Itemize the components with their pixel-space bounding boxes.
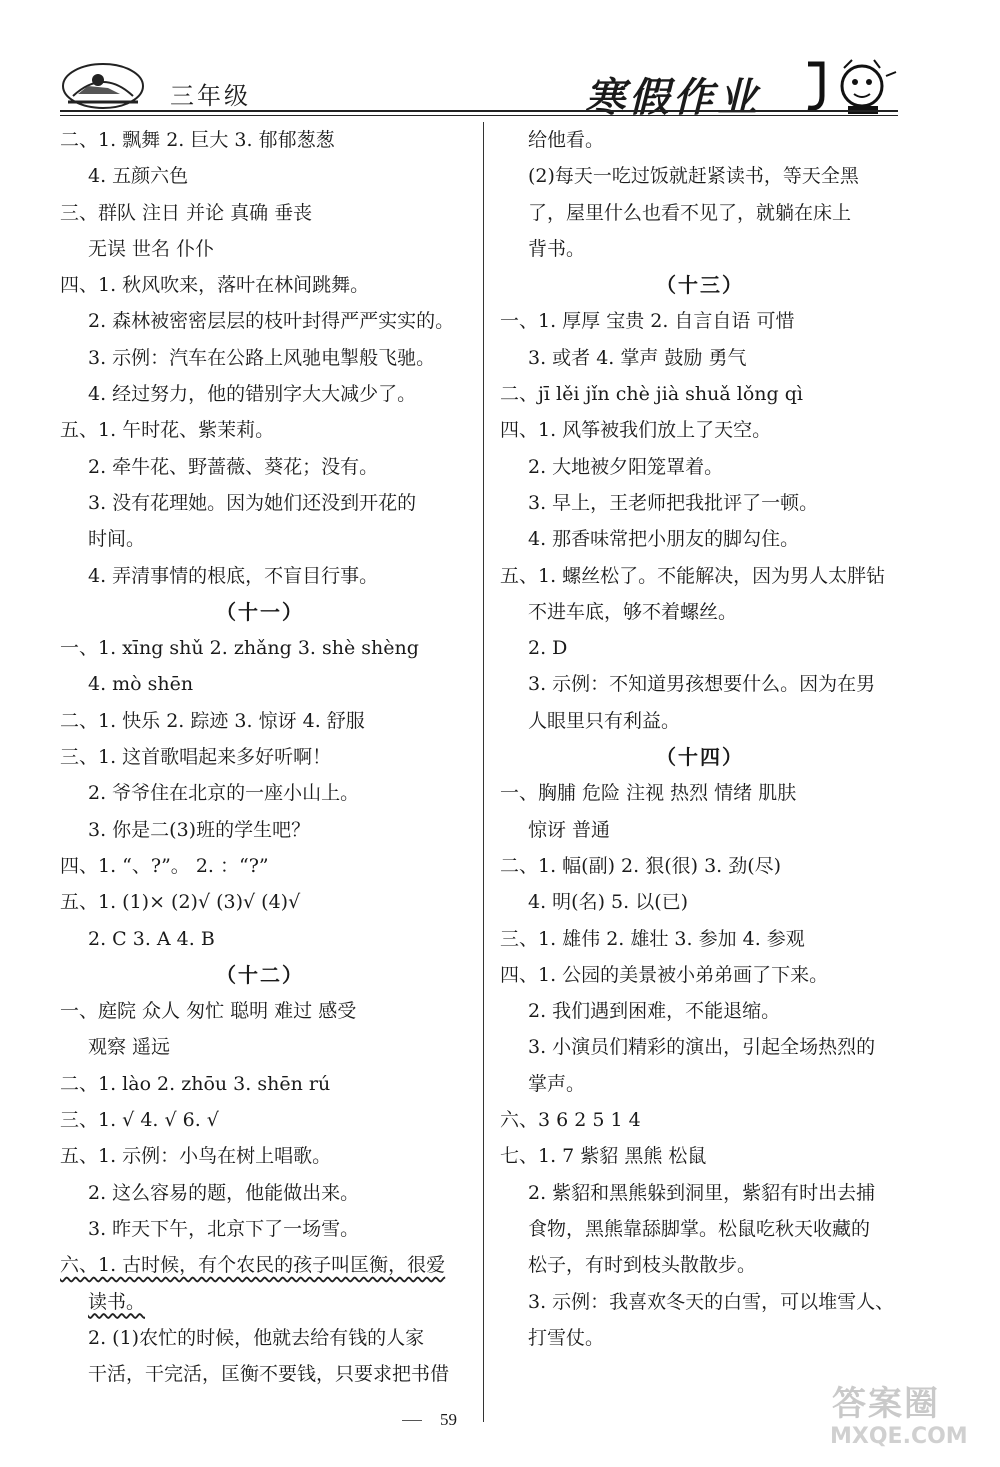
- answer-line: 3. 早上，王老师把我批评了一顿。: [528, 491, 819, 514]
- answer-line: 2. 紫貂和黑熊躲到洞里，紫貂有时出去捕: [528, 1181, 876, 1204]
- answer-line: 4. 弄清事情的根底，不盲目行事。: [88, 564, 379, 587]
- answer-line: 打雪仗。: [528, 1326, 605, 1349]
- answer-line: 2. 爷爷住在北京的一座小山上。: [88, 782, 360, 805]
- right-column: [500, 122, 900, 1356]
- mascot-logo-icon: [800, 56, 900, 118]
- answer-line: 一、胸脯 危险 注视 热烈 情绪 肌肤: [500, 782, 797, 805]
- answer-line: 二、1. 幅(副) 2. 狠(很) 3. 劲(尽): [500, 854, 782, 877]
- answer-line: 2. 这么容易的题，他能做出来。: [88, 1181, 360, 1204]
- answer-line: 2. (1)农忙的时候，他就去给有钱的人家: [88, 1326, 425, 1349]
- answer-line: 五、1. 午时花、紫茉莉。: [60, 419, 275, 442]
- answer-line: 二、1. lào 2. zhōu 3. shēn rú: [60, 1072, 331, 1095]
- answer-line: 无误 世名 仆仆: [88, 237, 215, 260]
- answer-line: 人眼里只有利益。: [528, 709, 681, 732]
- header-rule-thin: [60, 115, 898, 116]
- answer-line: 4. mò shēn: [88, 673, 194, 696]
- answer-line: 2. D: [528, 637, 568, 660]
- brand-title: 寒假作业: [585, 74, 761, 121]
- answer-line: 五、1. 螺丝松了。不能解决，因为男人太胖钻: [500, 564, 886, 587]
- column-divider: [483, 122, 484, 1422]
- answer-line: 3. 你是二(3)班的学生吧？: [88, 818, 311, 841]
- answer-line: 3. 示例：我喜欢冬天的白雪，可以堆雪人、: [528, 1290, 895, 1313]
- answer-line: 二、jī lěi jǐn chè jià shuǎ lǒng qì: [500, 383, 803, 406]
- answer-line: 五、1. (1)× (2)√ (3)√ (4)√: [60, 891, 301, 914]
- answer-line: 干活，干完活，匡衡不要钱，只要求把书借: [88, 1363, 450, 1386]
- answer-line: 四、1. “、?”。 2. ：“?”: [60, 854, 269, 877]
- answer-line: 不进车底，够不着螺丝。: [528, 600, 738, 623]
- answer-line: 了，屋里什么也看不见了，就躺在床上: [528, 201, 852, 224]
- answer-line: 六、3 6 2 5 1 4: [500, 1109, 641, 1132]
- answer-line: 读书。: [88, 1290, 146, 1313]
- answer-line: 3. 昨天下午，北京下了一场雪。: [88, 1217, 360, 1240]
- answer-line: 3. 示例：汽车在公路上风驰电掣般飞驰。: [88, 346, 436, 369]
- answer-line: 掌声。: [528, 1072, 586, 1095]
- answer-line: 二、1. 快乐 2. 踪迹 3. 惊讶 4. 舒服: [60, 709, 365, 732]
- answer-line: 惊讶 普通: [528, 818, 611, 841]
- answer-line: 松子，有时到枝头散散步。: [528, 1254, 757, 1277]
- answer-line: 4. 明(名) 5. 以(已): [528, 891, 689, 914]
- answer-line: 时间。: [88, 528, 146, 551]
- section-heading: （十四）: [656, 745, 744, 770]
- answer-line: 二、1. 飘舞 2. 巨大 3. 郁郁葱葱: [60, 129, 335, 151]
- left-column: [60, 122, 460, 1392]
- answer-line: 3. 或者 4. 掌声 鼓励 勇气: [528, 346, 747, 369]
- answer-line: 3. 没有花理她。因为她们还没到开花的: [88, 491, 417, 514]
- answer-line: 背书。: [528, 237, 586, 260]
- section-heading: （十三）: [656, 273, 744, 298]
- answer-line: 2. 牵牛花、野蔷薇、葵花；没有。: [88, 455, 379, 478]
- answer-line: 三、群队 注日 并论 真确 垂丧: [60, 201, 313, 224]
- answer-line: 四、1. 公园的美景被小弟弟画了下来。: [500, 963, 829, 986]
- answer-line: 观察 遥远: [88, 1036, 171, 1059]
- answer-line: 4. 那香味常把小朋友的脚勾住。: [528, 528, 800, 551]
- answer-line: 4. 经过努力，他的错别字大大减少了。: [88, 383, 417, 406]
- answer-line: 2. 大地被夕阳笼罩着。: [528, 455, 724, 478]
- answer-line: 3. 小演员们精彩的演出，引起全场热烈的: [528, 1036, 876, 1059]
- watermark-logo: 答案圈: [832, 1384, 940, 1424]
- answer-line: 三、1. 这首歌唱起来多好听啊！: [60, 746, 332, 769]
- section-heading: （十一）: [216, 599, 304, 624]
- page-number: 59: [440, 1410, 457, 1429]
- answer-line: 五、1. 示例：小鸟在树上唱歌。: [60, 1145, 332, 1168]
- header-rule: [60, 110, 898, 112]
- answer-line: 4. 五颜六色: [88, 165, 189, 188]
- answer-line: 食物，黑熊靠舔脚掌。松鼠吃秋天收藏的: [528, 1217, 871, 1240]
- answer-line: 三、1. √ 4. √ 6. √: [60, 1109, 219, 1132]
- answer-line: 三、1. 雄伟 2. 雄壮 3. 参加 4. 参观: [500, 927, 805, 950]
- answer-line: 一、庭院 众人 匆忙 聪明 难过 感受: [60, 1000, 357, 1023]
- answer-line: 一、1. xīng shǔ 2. zhǎng 3. shè shèng: [60, 637, 419, 660]
- sled-logo-icon: [58, 58, 148, 114]
- answer-line: 一、1. 厚厚 宝贵 2. 自言自语 可惜: [500, 310, 795, 333]
- answer-line: 2. 森林被密密层层的枝叶封得严严实实的。: [88, 310, 455, 333]
- answer-line: 给他看。: [528, 129, 605, 151]
- answer-line: 六、1. 古时候，有个农民的孩子叫匡衡，很爱: [60, 1254, 446, 1277]
- answer-line: 四、1. 风筝被我们放上了天空。: [500, 419, 772, 442]
- page-header: [0, 0, 1000, 130]
- footer-dash: [402, 1420, 422, 1421]
- answer-line: 2. C 3. A 4. B: [88, 927, 215, 950]
- answer-line: 七、1. 7 紫貂 黑熊 松鼠: [500, 1145, 707, 1168]
- answer-line: 2. 我们遇到困难，不能退缩。: [528, 1000, 781, 1023]
- watermark-url: MXQE.COM: [830, 1424, 968, 1449]
- grade-label: 三年级: [170, 82, 251, 110]
- answer-line: 3. 示例：不知道男孩想要什么。因为在男: [528, 673, 876, 696]
- section-heading: （十二）: [216, 962, 304, 987]
- answer-line: (2)每天一吃过饭就赶紧读书，等天全黑: [528, 165, 859, 188]
- answer-line: 四、1. 秋风吹来，落叶在林间跳舞。: [60, 274, 370, 297]
